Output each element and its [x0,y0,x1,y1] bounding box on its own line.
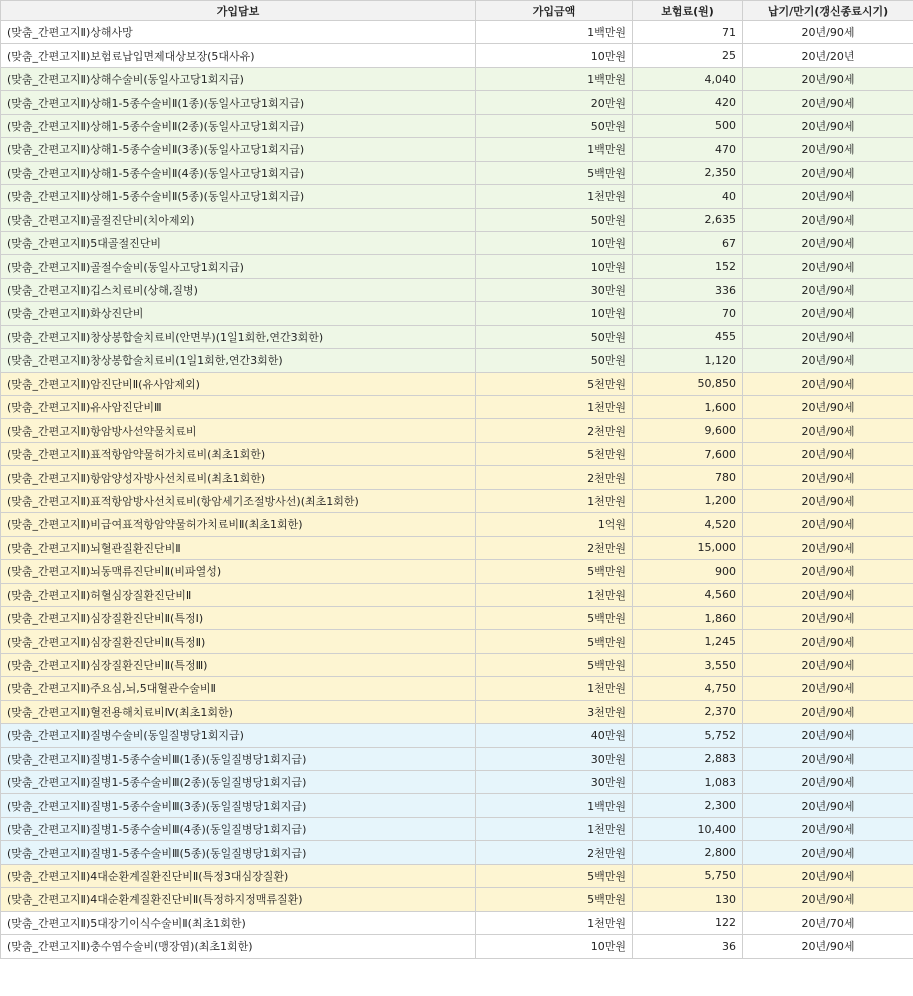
term-cell: 20년/90세 [743,231,913,254]
amount-cell: 1천만원 [476,911,633,934]
term-cell: 20년/70세 [743,911,913,934]
premium-cell: 15,000 [633,536,743,559]
amount-cell: 50만원 [476,349,633,372]
term-cell: 20년/90세 [743,302,913,325]
coverage-name-cell: (맞춤_간편고지Ⅱ)뇌동맥류진단비Ⅱ(비파열성) [1,560,476,583]
term-cell: 20년/90세 [743,794,913,817]
coverage-name-cell: (맞춤_간편고지Ⅱ)비급여표적항암약물허가치료비Ⅱ(최초1회한) [1,513,476,536]
term-cell: 20년/90세 [743,21,913,44]
table-row [1,911,913,934]
term-cell: 20년/90세 [743,560,913,583]
table-row [1,114,913,137]
amount-cell: 1천만원 [476,677,633,700]
table-row [1,489,913,512]
header-term: 납기/만기(갱신종료시기) [743,1,913,21]
amount-cell: 1억원 [476,513,633,536]
premium-cell: 780 [633,466,743,489]
premium-cell: 5,750 [633,864,743,887]
amount-cell: 10만원 [476,231,633,254]
amount-cell: 2천만원 [476,466,633,489]
header-coverage: 가입담보 [1,1,476,21]
term-cell: 20년/90세 [743,278,913,301]
amount-cell: 20만원 [476,91,633,114]
term-cell: 20년/90세 [743,935,913,958]
term-cell: 20년/90세 [743,419,913,442]
coverage-name-cell: (맞춤_간편고지Ⅱ)표적항암약물허가치료비(최초1회한) [1,442,476,465]
table-row [1,138,913,161]
premium-cell: 1,200 [633,489,743,512]
term-cell: 20년/90세 [743,583,913,606]
amount-cell: 5백만원 [476,161,633,184]
table-row [1,466,913,489]
amount-cell: 30만원 [476,771,633,794]
amount-cell: 1백만원 [476,67,633,90]
premium-cell: 2,300 [633,794,743,817]
coverage-name-cell: (맞춤_간편고지Ⅱ)상해1-5종수술비Ⅱ(5종)(동일사고당1회지급) [1,185,476,208]
amount-cell: 5백만원 [476,560,633,583]
coverage-name-cell: (맞춤_간편고지Ⅱ)5대장기이식수술비Ⅱ(최초1회한) [1,911,476,934]
premium-cell: 2,370 [633,700,743,723]
amount-cell: 5백만원 [476,653,633,676]
coverage-name-cell: (맞춤_간편고지Ⅱ)창상봉합술치료비(안면부)(1일1회한,연간3회한) [1,325,476,348]
amount-cell: 1천만원 [476,396,633,419]
table-row [1,231,913,254]
amount-cell: 40만원 [476,724,633,747]
term-cell: 20년/90세 [743,325,913,348]
term-cell: 20년/90세 [743,888,913,911]
table-row [1,255,913,278]
table-row [1,396,913,419]
coverage-name-cell: (맞춤_간편고지Ⅱ)허혈심장질환진단비Ⅱ [1,583,476,606]
coverage-name-cell: (맞춤_간편고지Ⅱ)질병수술비(동일질병당1회지급) [1,724,476,747]
table-row [1,536,913,559]
coverage-name-cell: (맞춤_간편고지Ⅱ)상해1-5종수술비Ⅱ(1종)(동일사고당1회지급) [1,91,476,114]
table-row [1,841,913,864]
amount-cell: 30만원 [476,278,633,301]
coverage-name-cell: (맞춤_간편고지Ⅱ)상해1-5종수술비Ⅱ(4종)(동일사고당1회지급) [1,161,476,184]
term-cell: 20년/90세 [743,606,913,629]
coverage-name-cell: (맞춤_간편고지Ⅱ)표적항암방사선치료비(항암세기조절방사선)(최초1회한) [1,489,476,512]
premium-cell: 10,400 [633,817,743,840]
coverage-name-cell: (맞춤_간편고지Ⅱ)5대골절진단비 [1,231,476,254]
premium-cell: 420 [633,91,743,114]
header-premium: 보험료(원) [633,1,743,21]
coverage-name-cell: (맞춤_간편고지Ⅱ)상해1-5종수술비Ⅱ(2종)(동일사고당1회지급) [1,114,476,137]
table-row [1,771,913,794]
premium-cell: 50,850 [633,372,743,395]
term-cell: 20년/90세 [743,208,913,231]
coverage-name-cell: (맞춤_간편고지Ⅱ)4대순환계질환진단비Ⅱ(특정3대심장질환) [1,864,476,887]
premium-cell: 1,083 [633,771,743,794]
coverage-name-cell: (맞춤_간편고지Ⅱ)심장질환진단비Ⅱ(특정Ⅲ) [1,653,476,676]
table-row [1,653,913,676]
table-row [1,935,913,958]
amount-cell: 1천만원 [476,489,633,512]
table-row [1,208,913,231]
premium-cell: 4,560 [633,583,743,606]
premium-cell: 4,040 [633,67,743,90]
coverage-name-cell: (맞춤_간편고지Ⅱ)유사암진단비Ⅲ [1,396,476,419]
term-cell: 20년/90세 [743,817,913,840]
table-row [1,606,913,629]
term-cell: 20년/90세 [743,700,913,723]
coverage-name-cell: (맞춤_간편고지Ⅱ)창상봉합술치료비(1일1회한,연간3회한) [1,349,476,372]
amount-cell: 5백만원 [476,864,633,887]
coverage-name-cell: (맞춤_간편고지Ⅱ)골절수술비(동일사고당1회지급) [1,255,476,278]
table-row [1,67,913,90]
table-row [1,864,913,887]
amount-cell: 1백만원 [476,794,633,817]
table-row [1,302,913,325]
term-cell: 20년/90세 [743,747,913,770]
coverage-name-cell: (맞춤_간편고지Ⅱ)골절진단비(치아제외) [1,208,476,231]
premium-cell: 455 [633,325,743,348]
table-row [1,161,913,184]
amount-cell: 2천만원 [476,536,633,559]
amount-cell: 1천만원 [476,583,633,606]
table-body [1,21,913,959]
coverage-name-cell: (맞춤_간편고지Ⅱ)질병1-5종수술비Ⅲ(5종)(동일질병당1회지급) [1,841,476,864]
term-cell: 20년/90세 [743,255,913,278]
term-cell: 20년/90세 [743,536,913,559]
coverage-name-cell: (맞춤_간편고지Ⅱ)혈전용해치료비Ⅳ(최초1회한) [1,700,476,723]
premium-cell: 130 [633,888,743,911]
table-header-row [1,1,913,21]
amount-cell: 5백만원 [476,888,633,911]
table-row [1,794,913,817]
term-cell: 20년/90세 [743,841,913,864]
table-row [1,700,913,723]
premium-cell: 2,350 [633,161,743,184]
amount-cell: 10만원 [476,935,633,958]
premium-cell: 2,800 [633,841,743,864]
premium-cell: 900 [633,560,743,583]
table-row [1,185,913,208]
term-cell: 20년/90세 [743,67,913,90]
term-cell: 20년/90세 [743,653,913,676]
coverage-name-cell: (맞춤_간편고지Ⅱ)주요심,뇌,5대혈관수술비Ⅱ [1,677,476,700]
table-row [1,419,913,442]
premium-cell: 40 [633,185,743,208]
table-row [1,21,913,44]
header-amount: 가입금액 [476,1,633,21]
coverage-name-cell: (맞춤_간편고지Ⅱ)항암양성자방사선치료비(최초1회한) [1,466,476,489]
term-cell: 20년/90세 [743,138,913,161]
premium-cell: 71 [633,21,743,44]
table-row [1,349,913,372]
term-cell: 20년/90세 [743,114,913,137]
premium-cell: 1,120 [633,349,743,372]
premium-cell: 336 [633,278,743,301]
term-cell: 20년/90세 [743,630,913,653]
table-row [1,372,913,395]
term-cell: 20년/90세 [743,91,913,114]
term-cell: 20년/90세 [743,349,913,372]
coverage-name-cell: (맞춤_간편고지Ⅱ)화상진단비 [1,302,476,325]
premium-cell: 36 [633,935,743,958]
premium-cell: 25 [633,44,743,67]
premium-cell: 9,600 [633,419,743,442]
coverage-name-cell: (맞춤_간편고지Ⅱ)항암방사선약물치료비 [1,419,476,442]
term-cell: 20년/90세 [743,489,913,512]
premium-cell: 67 [633,231,743,254]
term-cell: 20년/90세 [743,185,913,208]
amount-cell: 5천만원 [476,442,633,465]
term-cell: 20년/90세 [743,396,913,419]
amount-cell: 2천만원 [476,841,633,864]
coverage-name-cell: (맞춤_간편고지Ⅱ)질병1-5종수술비Ⅲ(2종)(동일질병당1회지급) [1,771,476,794]
amount-cell: 1천만원 [476,185,633,208]
term-cell: 20년/90세 [743,864,913,887]
table-row [1,278,913,301]
coverage-name-cell: (맞춤_간편고지Ⅱ)암진단비Ⅱ(유사암제외) [1,372,476,395]
coverage-name-cell: (맞춤_간편고지Ⅱ)깁스치료비(상해,질병) [1,278,476,301]
term-cell: 20년/90세 [743,161,913,184]
premium-cell: 122 [633,911,743,934]
premium-cell: 1,600 [633,396,743,419]
table-row [1,583,913,606]
amount-cell: 10만원 [476,255,633,278]
coverage-name-cell: (맞춤_간편고지Ⅱ)심장질환진단비Ⅱ(특정Ⅱ) [1,630,476,653]
amount-cell: 1백만원 [476,21,633,44]
amount-cell: 5백만원 [476,630,633,653]
coverage-name-cell: (맞춤_간편고지Ⅱ)질병1-5종수술비Ⅲ(3종)(동일질병당1회지급) [1,794,476,817]
amount-cell: 50만원 [476,114,633,137]
amount-cell: 10만원 [476,44,633,67]
premium-cell: 7,600 [633,442,743,465]
amount-cell: 50만원 [476,325,633,348]
amount-cell: 3천만원 [476,700,633,723]
premium-cell: 2,883 [633,747,743,770]
table-row [1,560,913,583]
table-row [1,44,913,67]
coverage-name-cell: (맞춤_간편고지Ⅱ)충수염수술비(맹장염)(최초1회한) [1,935,476,958]
coverage-name-cell: (맞춤_간편고지Ⅱ)상해1-5종수술비Ⅱ(3종)(동일사고당1회지급) [1,138,476,161]
term-cell: 20년/90세 [743,724,913,747]
premium-cell: 5,752 [633,724,743,747]
premium-cell: 500 [633,114,743,137]
table-row [1,325,913,348]
table-row [1,513,913,536]
premium-cell: 470 [633,138,743,161]
table-row [1,888,913,911]
amount-cell: 1백만원 [476,138,633,161]
amount-cell: 5백만원 [476,606,633,629]
amount-cell: 50만원 [476,208,633,231]
table-row [1,817,913,840]
coverage-name-cell: (맞춤_간편고지Ⅱ)질병1-5종수술비Ⅲ(1종)(동일질병당1회지급) [1,747,476,770]
term-cell: 20년/90세 [743,513,913,536]
coverage-name-cell: (맞춤_간편고지Ⅱ)상해수술비(동일사고당1회지급) [1,67,476,90]
table-row [1,747,913,770]
premium-cell: 3,550 [633,653,743,676]
table-row [1,442,913,465]
amount-cell: 5천만원 [476,372,633,395]
term-cell: 20년/90세 [743,466,913,489]
term-cell: 20년/90세 [743,442,913,465]
premium-cell: 70 [633,302,743,325]
premium-cell: 4,750 [633,677,743,700]
premium-cell: 2,635 [633,208,743,231]
term-cell: 20년/20년 [743,44,913,67]
coverage-name-cell: (맞춤_간편고지Ⅱ)4대순환계질환진단비Ⅱ(특정하지정맥류질환) [1,888,476,911]
coverage-name-cell: (맞춤_간편고지Ⅱ)뇌혈관질환진단비Ⅱ [1,536,476,559]
premium-cell: 4,520 [633,513,743,536]
amount-cell: 1천만원 [476,817,633,840]
term-cell: 20년/90세 [743,677,913,700]
amount-cell: 10만원 [476,302,633,325]
amount-cell: 2천만원 [476,419,633,442]
table-row [1,91,913,114]
term-cell: 20년/90세 [743,372,913,395]
amount-cell: 30만원 [476,747,633,770]
premium-cell: 1,860 [633,606,743,629]
premium-cell: 1,245 [633,630,743,653]
table-row [1,630,913,653]
coverage-name-cell: (맞춤_간편고지Ⅱ)심장질환진단비Ⅱ(특정Ⅰ) [1,606,476,629]
premium-cell: 152 [633,255,743,278]
coverage-name-cell: (맞춤_간편고지Ⅱ)상해사망 [1,21,476,44]
coverage-name-cell: (맞춤_간편고지Ⅱ)보험료납입면제대상보장(5대사유) [1,44,476,67]
term-cell: 20년/90세 [743,771,913,794]
table-row [1,677,913,700]
table-row [1,724,913,747]
coverage-name-cell: (맞춤_간편고지Ⅱ)질병1-5종수술비Ⅲ(4종)(동일질병당1회지급) [1,817,476,840]
